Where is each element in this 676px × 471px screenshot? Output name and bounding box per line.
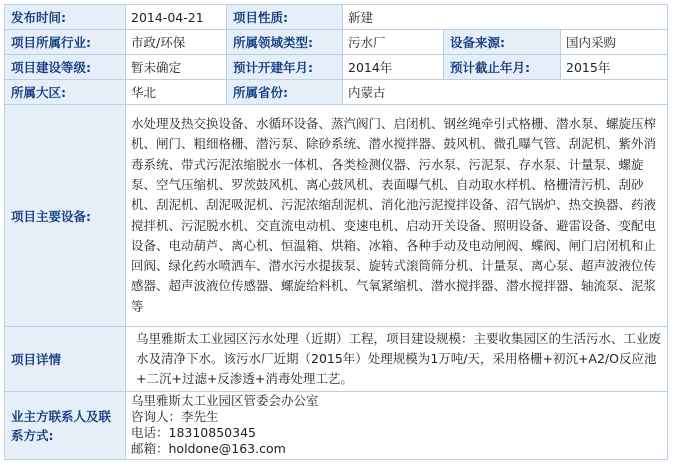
- contact-org: 乌里雅斯太工业园区管委会办公室: [131, 393, 319, 408]
- contact-email[interactable]: 邮箱：holdone@163.com: [131, 441, 286, 456]
- planned-start-label: 预计开建年月:: [227, 55, 343, 80]
- details-value: 乌里雅斯太工业园区污水处理（近期）工程，项目建设规模：主要收集园区的生活污水、工业废水及清净下水。该污水厂近期（2015年）处理规模为1万吨/天，采用格栅+初沉+A2/O反应池+二沉+过滤+反渗透+消毒处理工艺。: [126, 327, 668, 392]
- project-nature-value: 新建: [343, 5, 668, 30]
- details-label: 项目详情: [5, 327, 126, 392]
- planned-end-label: 预计截止年月:: [444, 55, 561, 80]
- main-equipment-label: 项目主要设备:: [5, 105, 126, 327]
- province-label: 所属省份:: [227, 80, 343, 105]
- row-release: [5, 5, 668, 30]
- row-stage: [5, 55, 668, 80]
- project-nature-label: 项目性质:: [227, 5, 343, 30]
- planned-start-value: 2014年: [343, 55, 444, 80]
- contact-label: 业主方联系人及联系方式:: [5, 392, 126, 460]
- industry-label: 项目所属行业:: [5, 30, 126, 55]
- row-industry: [5, 30, 668, 55]
- construction-stage-label: 项目建设等级:: [5, 55, 126, 80]
- equipment-source-value: 国内采购: [561, 30, 668, 55]
- contact-value: [126, 392, 668, 460]
- region-label: 所属大区:: [5, 80, 126, 105]
- domain-type-label: 所属领域类型:: [227, 30, 343, 55]
- main-equipment-value: 水处理及热交换设备、水循环设备、蒸汽阀门、启闭机、钢丝绳牵引式格栅、潜水泵、螺旋压榨机、闸门、粗细格栅、潜污泵、除砂系统、潜水搅拌器、鼓风机、微孔曝气管、刮泥机、紫外消毒系统、带式污泥浓缩脱水一体机、各类检测仪器、污水泵、污泥泵、存水泵、计量泵、螺旋泵、空气压缩机、罗茨鼓风机、离心鼓风机、表面曝气机、自动取水样机、格栅清污机、刮砂机、刮泥机、刮泥吸泥机、污泥浓缩刮泥机、消化池污泥搅拌设备、沼气锅炉、热交换器、药液搅拌机、污泥脱水机、交直流电动机、变速电机、启动开关设备、照明设备、避雷设备、变配电设备、电动葫芦、离心机、恒温箱、烘箱、冰箱、各种手动及电动闸阀、蝶阀、闸门启闭机和止回阀、绿化药水喷洒车、潜水污水提拔泵、旋转式滚筒筛分机、计量泵、离心泵、超声波液位传感器、超声波液位传感器、螺旋给料机、气氧紧缩机、潜水搅拌器、潜水搅拌器、轴流泵、泥浆等: [126, 105, 668, 327]
- contact-person: 咨询人：李先生: [131, 409, 219, 424]
- province-value: 内蒙古: [343, 80, 668, 105]
- row-details: [5, 327, 668, 392]
- equipment-source-label: 设备来源:: [444, 30, 561, 55]
- contact-phone: 电话：18310850345: [131, 425, 256, 440]
- domain-type-value: 污水厂: [343, 30, 444, 55]
- row-region: [5, 80, 668, 105]
- row-equipment: [5, 105, 668, 327]
- release-time-value: 2014-04-21: [126, 5, 227, 30]
- release-time-label: 发布时间:: [5, 5, 126, 30]
- industry-value: 市政/环保: [126, 30, 227, 55]
- project-info-table: [4, 4, 668, 460]
- region-value: 华北: [126, 80, 227, 105]
- planned-end-value: 2015年: [561, 55, 668, 80]
- construction-stage-value: 暂未确定: [126, 55, 227, 80]
- row-contact: [5, 392, 668, 460]
